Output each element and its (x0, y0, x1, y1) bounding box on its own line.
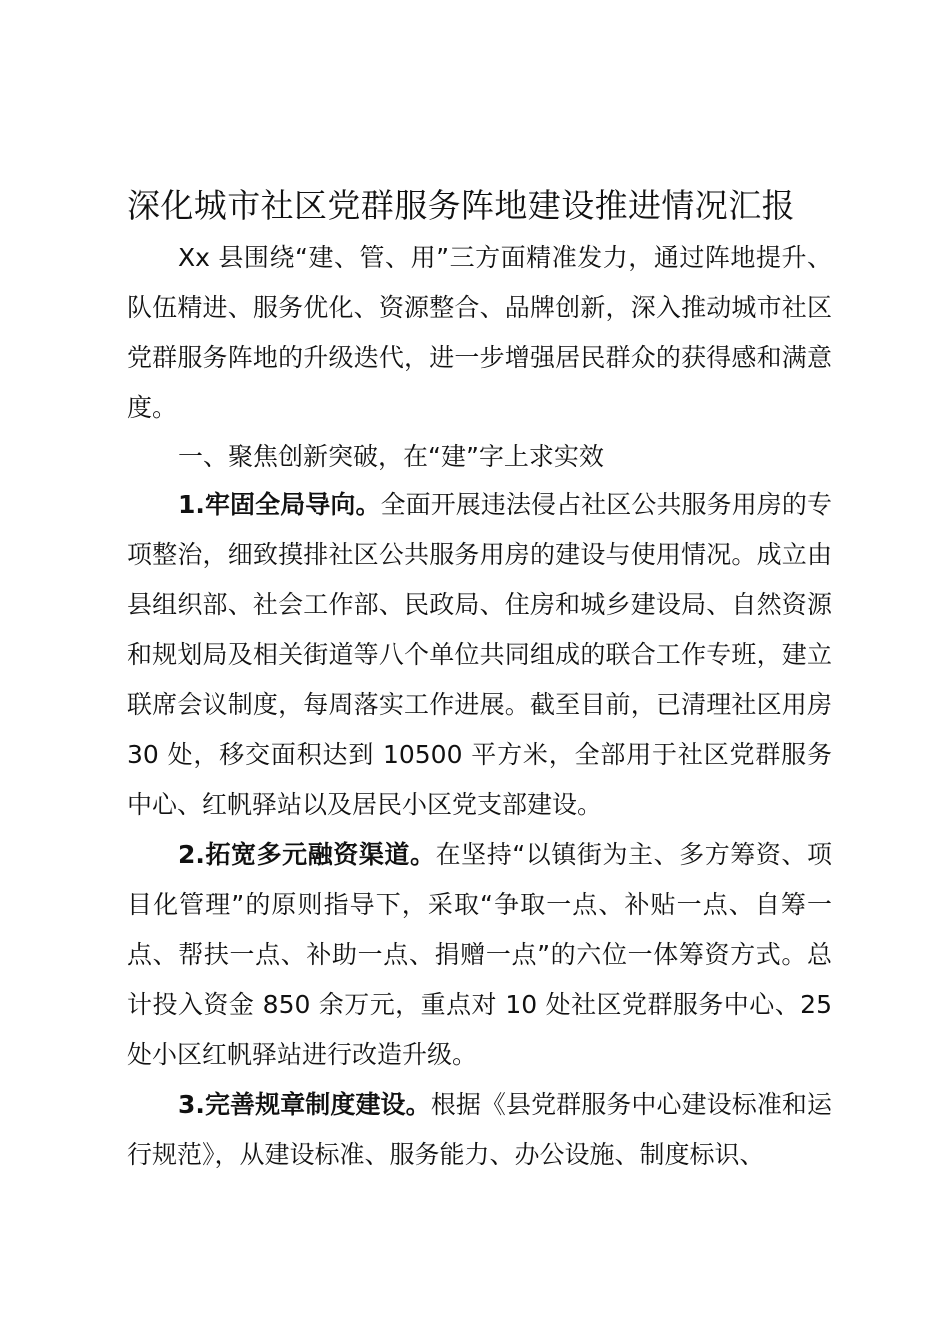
item-lead-1: 1.牢固全局导向。 (178, 490, 381, 519)
item-body-2: 在坚持“以镇街为主、多方筹资、项目化管理”的原则指导下，采取“争取一点、补贴一点、自筹一点、帮扶一点、补助一点、捐赠一点”的六位一体筹资方式。总计投入资金 850 余万元，重点对 10 处社区党群服务中心、25 处小区红帆驿站进行改造升级。 (127, 840, 833, 1069)
item-body-3: 根据《县党群服务中心建设标准和运行规范》，从建设标准、服务能力、办公设施、制度标识、 (127, 1090, 832, 1169)
item-paragraph-3 (127, 1080, 832, 1180)
item-paragraph-1 (127, 480, 832, 830)
section-heading: 一、聚焦创新突破，在“建”字上求实效 (178, 442, 604, 471)
item-lead-3: 3.完善规章制度建设。 (178, 1090, 431, 1119)
item-body-1: 全面开展违法侵占社区公共服务用房的专项整治，细致摸排社区公共服务用房的建设与使用情况。成立由县组织部、社会工作部、民政局、住房和城乡建设局、自然资源和规划局及相关街道等八个单位共同组成的联合工作专班，建立联席会议制度，每周落实工作进展。截至目前，已清理社区用房 30 处，移交面积达到 10500 平方米，全部用于社区党群服务中心、红帆驿站以及居民小区党支部建设。 (127, 490, 832, 819)
item-paragraph-2 (127, 830, 832, 1080)
item-lead-2: 2.拓宽多元融资渠道。 (178, 840, 436, 869)
document-title: 深化城市社区党群服务阵地建设推进情况汇报 (127, 186, 795, 225)
intro-paragraph: Xx 县围绕“建、管、用”三方面精准发力，通过阵地提升、队伍精进、服务优化、资源整合、品牌创新，深入推动城市社区党群服务阵地的升级迭代，进一步增强居民群众的获得感和满意度。 (127, 243, 832, 422)
